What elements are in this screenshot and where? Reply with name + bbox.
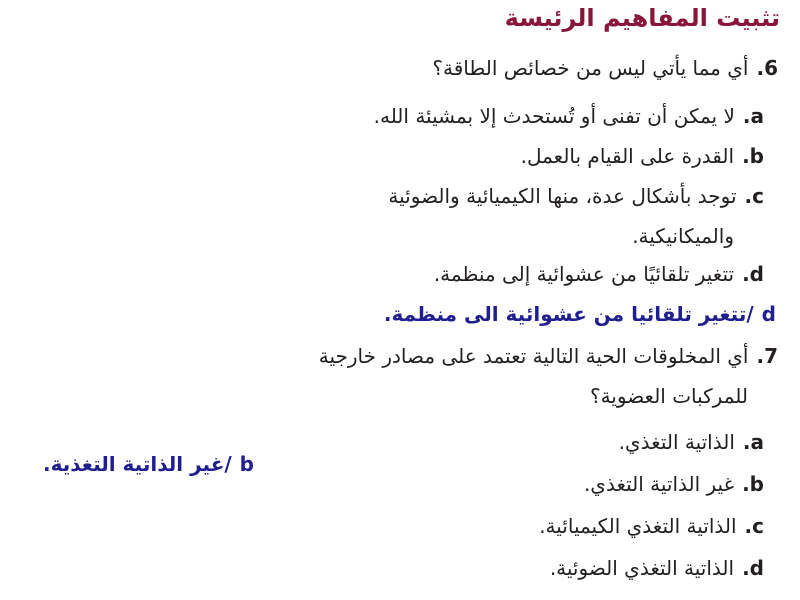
option-letter: d. <box>742 262 764 286</box>
option-7a <box>619 430 764 454</box>
option-letter: b. <box>742 144 764 168</box>
option-7b <box>584 472 764 496</box>
question-text: أي المخلوقات الحية التالية تعتمد على مصادر خارجية <box>318 344 749 368</box>
option-6a <box>374 104 764 128</box>
answer-letter: d <box>761 302 776 326</box>
option-text: تتغير تلقائيًا من عشوائية إلى منظمة. <box>433 262 735 286</box>
option-6d <box>434 262 764 286</box>
option-text: الذاتية التغذي. <box>618 430 735 454</box>
question-text: أي مما يأتي ليس من خصائص الطاقة؟ <box>432 56 749 80</box>
question-7-continued: للمركبات العضوية؟ <box>589 384 748 408</box>
option-6c <box>388 184 764 208</box>
question-number: 7. <box>756 344 778 368</box>
option-text: الذاتية التغذي الضوئية. <box>549 556 735 580</box>
question-6 <box>432 56 778 80</box>
option-7c <box>539 514 764 538</box>
option-7d <box>550 556 764 580</box>
answer-7 <box>43 452 254 476</box>
option-6b <box>521 144 764 168</box>
option-letter: b. <box>742 472 764 496</box>
option-6c-continued: والميكانيكية. <box>632 224 734 248</box>
option-text: الذاتية التغذي الكيميائية. <box>539 514 737 538</box>
option-text: غير الذاتية التغذي. <box>583 472 735 496</box>
option-text: القدرة على القيام بالعمل. <box>520 144 735 168</box>
answer-text: /تتغير تلقائيا من عشوائية الى منظمة. <box>383 302 754 326</box>
section-heading: تثبيت المفاهيم الرئيسة <box>504 4 780 32</box>
answer-letter: b <box>239 452 254 476</box>
option-letter: a. <box>742 430 764 454</box>
answer-6 <box>384 302 776 326</box>
answer-text: /غير الذاتية التغذية. <box>42 452 232 476</box>
option-letter: a. <box>742 104 764 128</box>
option-text: لا يمكن أن تفنى أو تُستحدث إلا بمشيئة الله. <box>373 104 735 128</box>
option-text: توجد بأشكال عدة، منها الكيميائية والضوئية <box>388 184 737 208</box>
option-letter: c. <box>744 514 764 538</box>
question-7 <box>319 344 778 368</box>
question-number: 6. <box>756 56 778 80</box>
option-letter: c. <box>744 184 764 208</box>
option-letter: d. <box>742 556 764 580</box>
